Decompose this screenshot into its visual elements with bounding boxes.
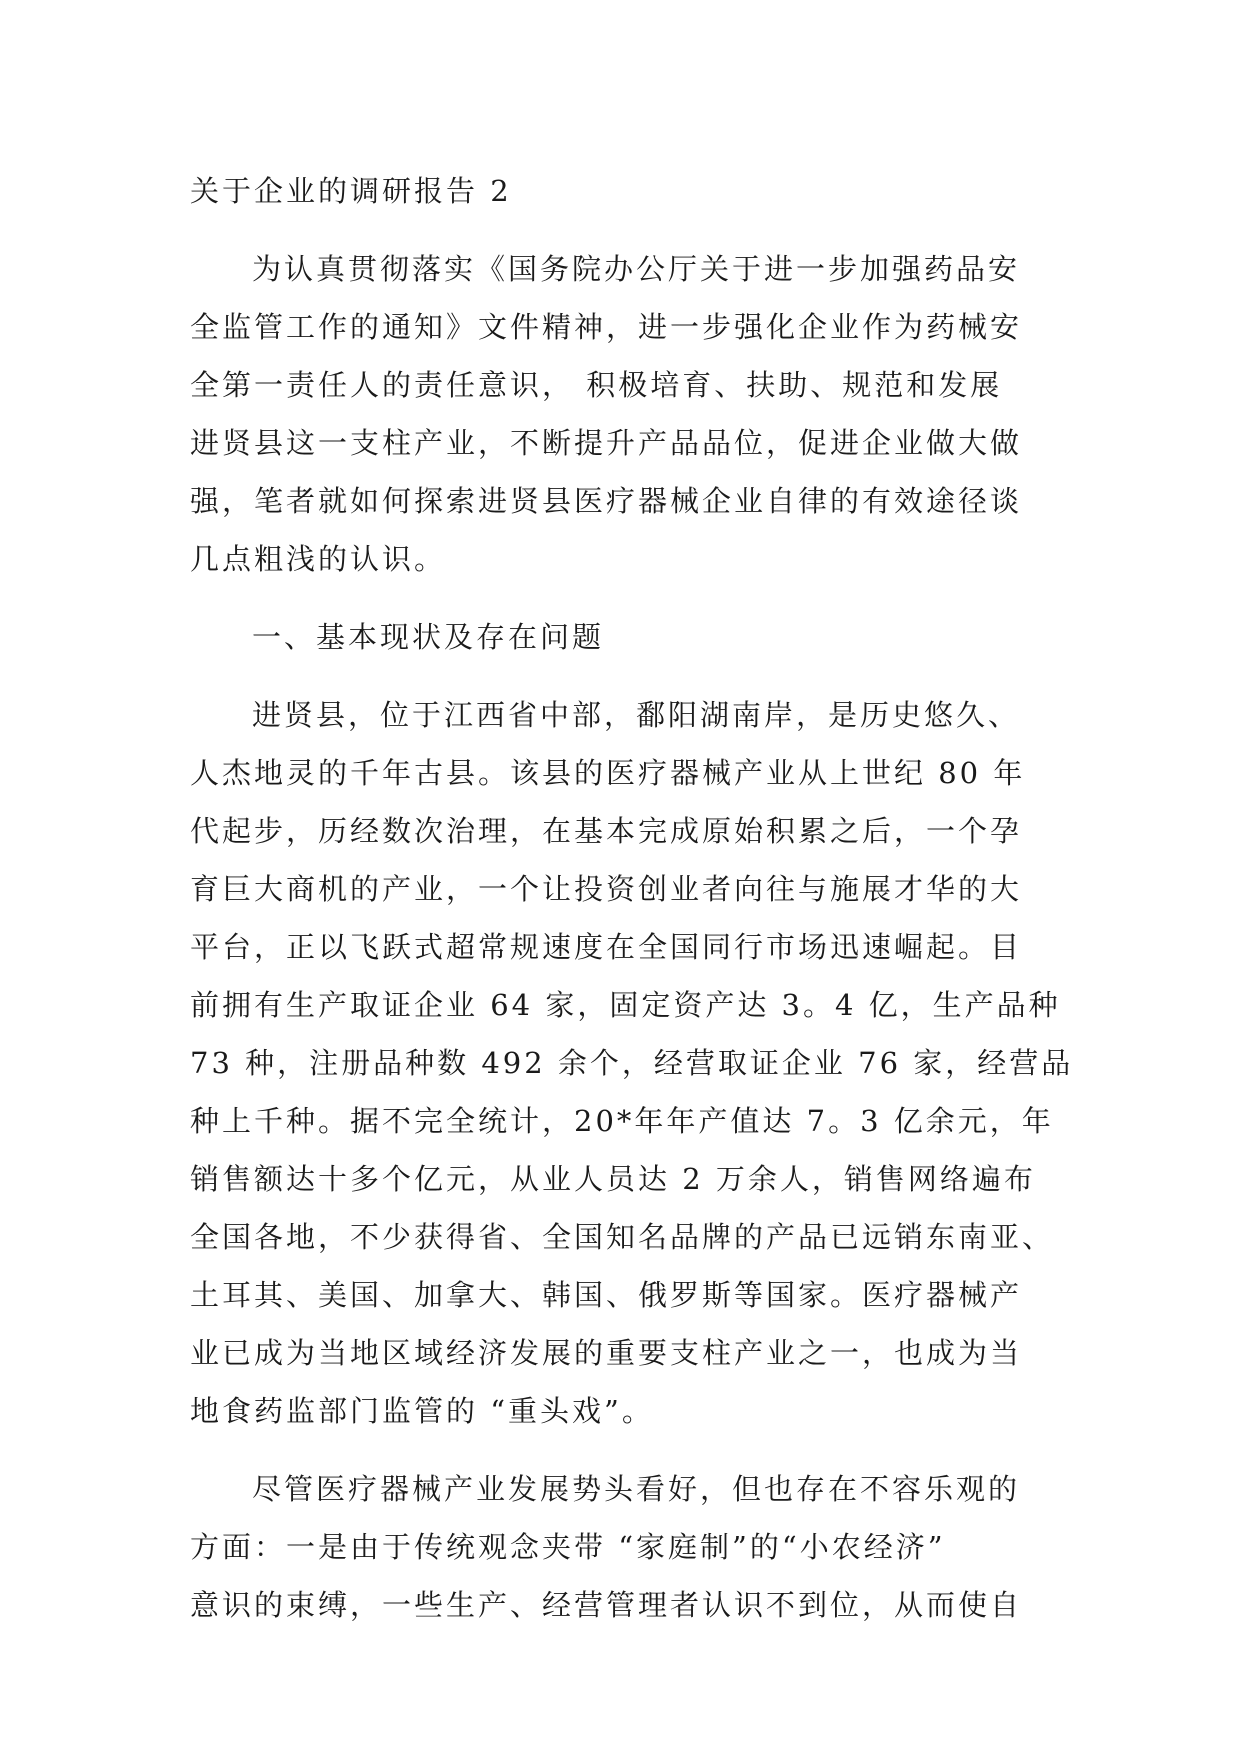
spacer <box>190 1440 1068 1460</box>
paragraph-line: 销售额达十多个亿元，从业人员达 2 万余人，销售网络遍布 <box>190 1162 1036 1196</box>
spacer <box>190 588 1068 608</box>
paragraph-line: 业已成为当地区域经济发展的重要支柱产业之一，也成为当 <box>190 1336 1023 1370</box>
paragraph-line: 全第一责任人的责任意识， 积极培育、扶助、规范和发展 <box>190 368 1003 402</box>
paragraph-line: 强，笔者就如何探索进贤县医疗器械企业自律的有效途径谈 <box>190 484 1023 518</box>
paragraph-line: 73 种，注册品种数 492 余个，经营取证企业 76 家，经营品 <box>190 1046 1074 1080</box>
problems-paragraph <box>190 1460 1068 1634</box>
paragraph-line: 地食药监部门监管的 “重头戏”。 <box>190 1394 654 1428</box>
paragraph-line: 全监管工作的通知》文件精神，进一步强化企业作为药械安 <box>190 310 1023 344</box>
paragraph-line: 代起步，历经数次治理，在基本完成原始积累之后，一个孕 <box>190 814 1023 848</box>
paragraph-line: 平台，正以飞跃式超常规速度在全国同行市场迅速崛起。目 <box>190 930 1023 964</box>
intro-paragraph <box>190 240 1068 588</box>
document-body <box>190 162 1074 1634</box>
section-heading: 一、基本现状及存在问题 <box>252 620 605 654</box>
status-paragraph <box>190 686 1074 1440</box>
paragraph-line: 育巨大商机的产业，一个让投资创业者向往与施展才华的大 <box>190 872 1023 906</box>
paragraph-line: 种上千种。据不完全统计，20*年年产值达 7。3 亿余元，年 <box>190 1104 1054 1138</box>
spacer <box>190 220 1068 240</box>
paragraph-line: 为认真贯彻落实《国务院办公厅关于进一步加强药品安 <box>252 252 1021 286</box>
paragraph-line: 进贤县这一支柱产业，不断提升产品品位，促进企业做大做 <box>190 426 1023 460</box>
paragraph-line: 意识的束缚，一些生产、经营管理者认识不到位，从而使自 <box>190 1588 1023 1622</box>
paragraph-line: 尽管医疗器械产业发展势头看好，但也存在不容乐观的 <box>252 1472 1021 1506</box>
document-title: 关于企业的调研报告 2 <box>190 174 512 208</box>
paragraph-line: 进贤县，位于江西省中部，鄱阳湖南岸，是历史悠久、 <box>252 698 1021 732</box>
paragraph-line: 几点粗浅的认识。 <box>190 542 447 576</box>
paragraph-line: 土耳其、美国、加拿大、韩国、俄罗斯等国家。医疗器械产 <box>190 1278 1023 1312</box>
paragraph-line: 人杰地灵的千年古县。该县的医疗器械产业从上世纪 80 年 <box>190 756 1026 790</box>
paragraph-line: 方面：一是由于传统观念夹带 “家庭制”的“小农经济” <box>190 1530 946 1564</box>
paragraph-line: 前拥有生产取证企业 64 家，固定资产达 3。4 亿，生产品种 <box>190 988 1061 1022</box>
spacer <box>190 666 1068 686</box>
paragraph-line: 全国各地，不少获得省、全国知名品牌的产品已远销东南亚、 <box>190 1220 1055 1254</box>
